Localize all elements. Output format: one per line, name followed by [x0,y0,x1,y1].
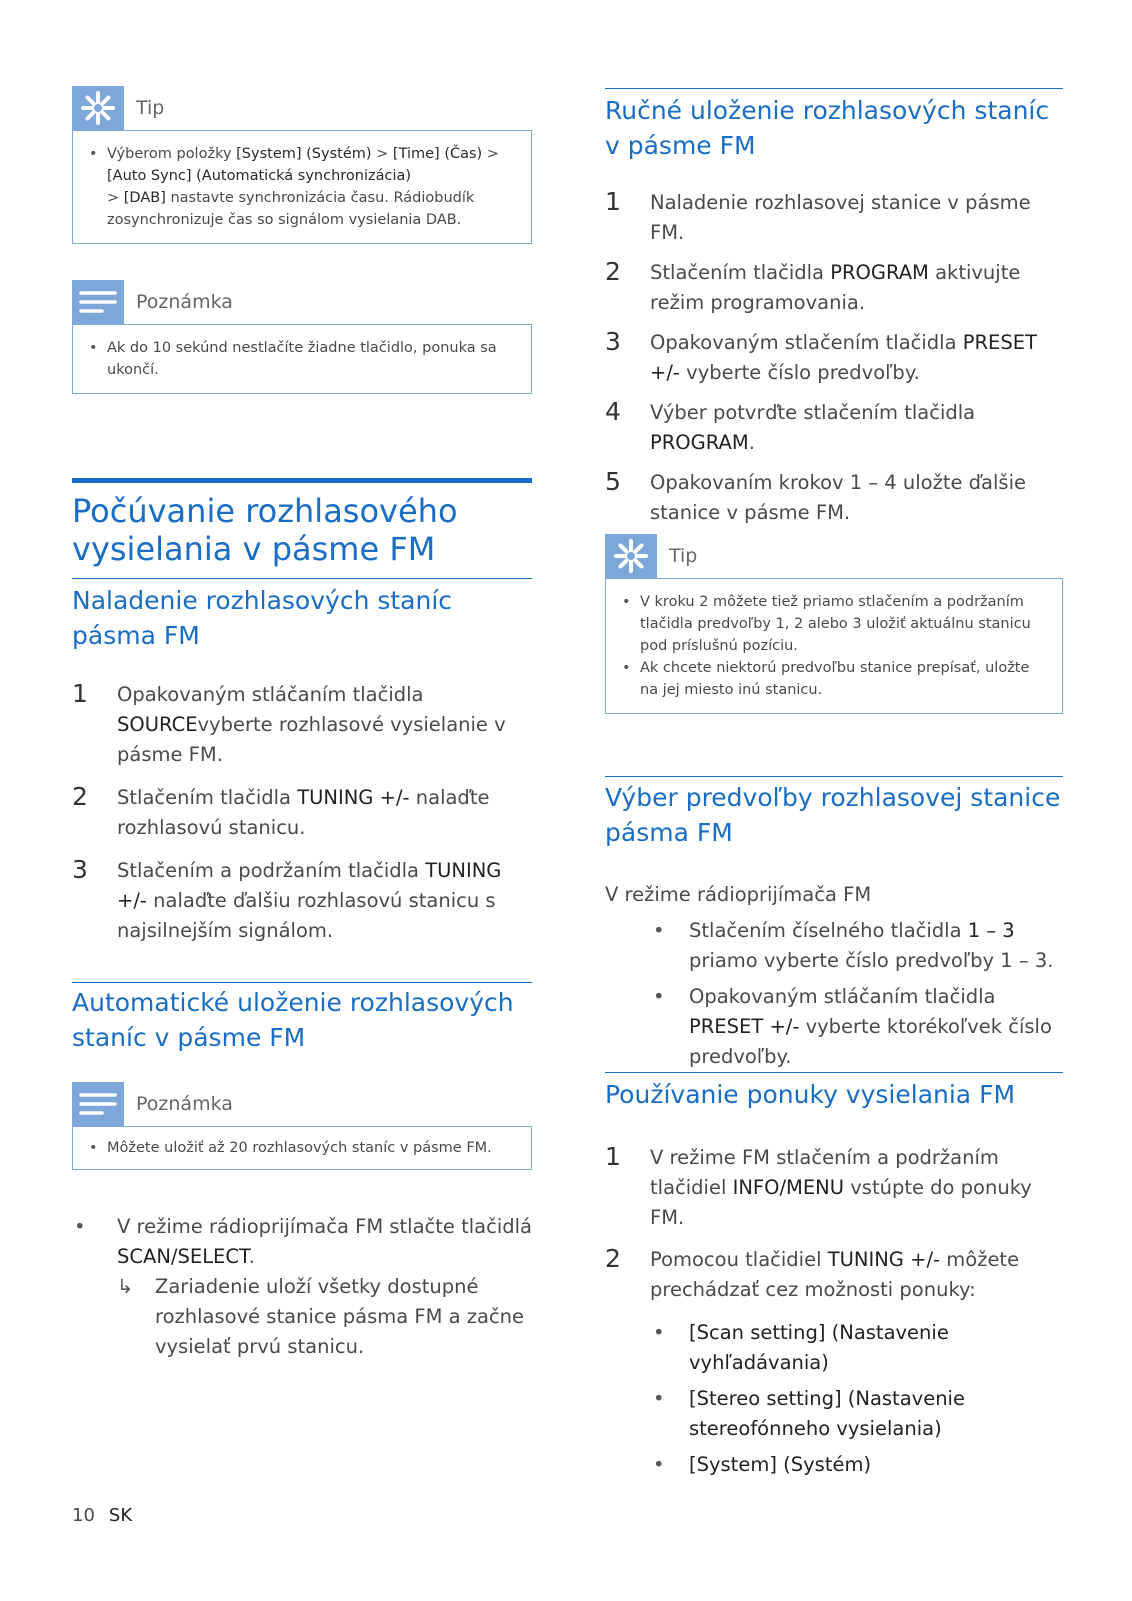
note-title: Poznámka [136,1093,233,1115]
language-code: SK [108,1505,133,1526]
note-header [72,280,532,324]
note-body [72,324,532,394]
tip-item: • V kroku 2 môžete tiež priamo stlačením a podržaním tlačidla predvoľby 1, 2 alebo 3 uložiť aktuálnu stanicu pod príslušnú pozíciu. [620,591,1048,657]
note-lines-icon [72,280,124,324]
section-rule [72,578,532,579]
note-item: • Môžete uložiť až 20 rozhlasových staníc v pásme FM. [87,1137,517,1159]
note-header [72,1082,532,1126]
section-heading-menu: Používanie ponuky vysielania FM [605,1080,1016,1109]
result-arrow-icon: ↳ [117,1275,134,1298]
menu-option: • [Stereo setting] (Nastavenie stereofónneho vysielania) [653,1387,965,1440]
menu-options [605,1318,1063,1480]
tip-item: • Ak chcete niektorú predvoľbu stanice prepísať, uložte na jej miesto inú stanicu. [620,657,1048,701]
result-line: ↳ Zariadenie uloží všetky dostupné rozhlasové stanice pásma FM a začne vysielať prvú stanicu. [117,1272,532,1362]
tip-header [605,534,1063,578]
select-bullets [605,916,1063,1072]
step-item: 2 Stlačením tlačidla PROGRAM aktivujte režim programovania. [605,257,1021,314]
step-item: 3 Stlačením a podržaním tlačidla TUNING +/- nalaďte ďalšiu rozhlasovú stanicu s najsilnejším signálom. [72,855,502,942]
step-item: 2 Stlačením tlačidla TUNING +/- nalaďte rozhlasovú stanicu. [72,782,490,839]
step-item: 2 Pomocou tlačidiel TUNING +/- môžete prechádzať cez možnosti ponuky: [605,1244,1020,1301]
note-box [72,1082,532,1170]
chapter-title: Počúvanie rozhlasového vysielania v pásme FM [72,492,458,568]
bullet-item: • Opakovaným stláčaním tlačidla PRESET +/- vyberte ktorékoľvek číslo predvoľby. [653,985,1052,1068]
note-title: Poznámka [136,291,233,313]
step-item: 1 Opakovaným stláčaním tlačidla SOURCEvyberte rozhlasové vysielanie v pásme FM. [72,679,506,766]
bullet-item: • V režime rádioprijímača FM stlačte tlačidlá SCAN/SELECT. ↳ Zariadenie uloží všetky dostupné rozhlasové stanice pásma FM a začne vysielať prvú stanicu. [72,1212,532,1362]
tip-box [72,86,532,244]
menu-option: • [Scan setting] (Nastavenie vyhľadávania) [653,1321,949,1374]
tip-body [72,130,532,244]
tip-star-icon [72,86,124,130]
tune-steps [72,680,532,946]
tip-title: Tip [669,545,698,567]
section-rule [605,776,1063,777]
step-item: 1 Naladenie rozhlasovej stanice v pásme FM. [605,187,1031,244]
section-heading-select: Výber predvoľby rozhlasovej stanice pásma FM [605,783,1061,847]
tip-header [72,86,532,130]
step-item: 4 Výber potvrďte stlačením tlačidla PROGRAM. [605,397,976,454]
menu-option: • [System] (Systém) [653,1453,872,1476]
menu-steps [605,1143,1063,1305]
section-heading-auto: Automatické uloženie rozhlasových staníc v pásme FM [72,988,514,1052]
page-number: 10 [72,1505,95,1526]
bullet-item: • Stlačením číselného tlačidla 1 – 3 priamo vyberte číslo predvoľby 1 – 3. [653,919,1054,972]
manual-steps [605,188,1063,528]
tip-star-icon [605,534,657,578]
page-footer [72,1505,132,1526]
section-rule [605,1072,1063,1073]
note-body [72,1126,532,1170]
note-lines-icon [72,1082,124,1126]
section-heading-manual: Ručné uloženie rozhlasových staníc v pásme FM [605,96,1050,160]
section-rule [605,88,1063,89]
chapter-rule [72,478,532,483]
auto-bullets [72,1212,532,1362]
step-item: 1 V režime FM stlačením a podržaním tlačidiel INFO/MENU vstúpte do ponuky FM. [605,1142,1032,1229]
select-intro: V režime rádioprijímača FM [605,883,872,906]
note-item: • Ak do 10 sekúnd nestlačíte žiadne tlačidlo, ponuka sa ukončí. [87,337,517,381]
step-item: 5 Opakovaním krokov 1 – 4 uložte ďalšie stanice v pásme FM. [605,467,1027,524]
section-rule [72,982,532,983]
tip-body [605,578,1063,714]
tip-title: Tip [136,97,165,119]
tip-item: • Výberom položky [System] (Systém) > [Time] (Čas) > [Auto Sync] (Automatická synchronizácia) > [DAB] nastavte synchronizácia času. Rádiobudík zosynchronizuje čas so signálom vysielania DAB. [87,143,517,231]
step-item: 3 Opakovaným stlačením tlačidla PRESET +/- vyberte číslo predvoľby. [605,327,1037,384]
note-box [72,280,532,394]
tip-box [605,534,1063,714]
section-heading-tune: Naladenie rozhlasových staníc pásma FM [72,586,453,650]
